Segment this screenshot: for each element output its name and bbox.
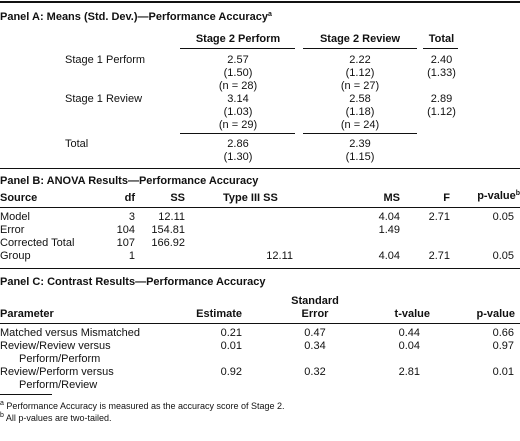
panel-c-cell-p: 0.66 (492, 327, 514, 339)
panel-b-header-type3ss: Type III SS (223, 192, 278, 204)
panel-c-header-estimate: Estimate (196, 308, 242, 320)
panel-b-cell-ms: 1.49 (378, 224, 400, 236)
panel-c-cell-parameter: Review/Review versus (0, 340, 111, 352)
panel-c-header-t: t-value (394, 308, 430, 320)
panel-c-cell-parameter: Matched versus Mismatched (0, 327, 140, 339)
panel-b-pvalue-note: b (515, 190, 520, 197)
panel-a-cell: (1.12) (427, 106, 456, 118)
panel-c-cell-se: 0.32 (304, 366, 326, 378)
panel-a-header-rule-1 (180, 48, 295, 49)
panel-c-cell-p: 0.97 (492, 340, 514, 352)
top-rule (0, 1, 520, 3)
panel-b-cell-df: 107 (116, 237, 135, 249)
panel-a-cell: (1.18) (345, 106, 375, 118)
panel-c-header-se-line2: Error (301, 308, 329, 320)
panel-c-cell-estimate: 0.92 (220, 366, 242, 378)
panel-b-cell-p: 0.05 (492, 211, 514, 223)
panel-b-cell-ss: 154.81 (151, 224, 185, 236)
panel-b-header-f: F (443, 192, 450, 204)
panel-a-total-rule-1 (180, 133, 295, 134)
panel-b-header-pvalue (450, 190, 520, 203)
footnote-b-text: All p-values are two-tailed. (5, 413, 112, 423)
panel-b-cell-f: 2.71 (428, 250, 450, 262)
panel-a-title (0, 11, 272, 24)
panel-a-total-rule-2 (303, 133, 417, 134)
panel-a-cell: (1.15) (345, 151, 375, 163)
panel-b-header-ss: SS (170, 192, 185, 204)
panel-b-header-source: Source (0, 192, 38, 204)
panel-a-cell: 2.39 (349, 138, 371, 150)
panel-b-cell-ms: 4.04 (378, 211, 400, 223)
panel-b-cell-source: Model (0, 211, 30, 223)
panel-c-cell-p: 0.01 (492, 366, 514, 378)
panel-a-row-label: Stage 1 Perform (65, 54, 146, 66)
panel-b-cell-f: 2.71 (428, 211, 450, 223)
panel-b-header-pvalue-text: p-value (477, 190, 516, 202)
panel-c-header-parameter: Parameter (0, 308, 54, 320)
panel-a-cell: 2.58 (349, 93, 371, 105)
panel-b-header-ms: MS (383, 192, 400, 204)
panel-c-cell-parameter-cont: Perform/Perform (19, 353, 101, 365)
panel-a-cell: 2.40 (430, 54, 453, 66)
panel-c-cell-se: 0.47 (304, 327, 326, 339)
panel-c-title: Panel C: Contrast Results—Performance Accuracy (0, 276, 266, 288)
panel-a-header-rule-3 (423, 48, 458, 49)
footnote-a-text: Performance Accuracy is measured as the accuracy score of Stage 2. (6, 401, 285, 411)
panel-a-header-col3: Total (428, 33, 455, 45)
panel-a-row-label: Stage 1 Review (65, 93, 143, 105)
panel-a-cell: 3.14 (227, 93, 249, 105)
panel-a-cell: (n = 24) (340, 119, 380, 131)
panel-c-header-rule (0, 323, 520, 324)
panel-a-cell: (1.03) (223, 106, 253, 118)
panel-b-header-rule (0, 207, 520, 208)
panel-b-header-df: df (124, 192, 135, 204)
panel-a-title-text: Panel A: Means (Std. Dev.)—Performance Accuracy (0, 11, 268, 23)
panel-a-cell: (n = 29) (218, 119, 258, 131)
panel-b-top-rule (0, 168, 520, 169)
panel-c-cell-t: 0.44 (398, 327, 420, 339)
panel-a-title-note: a (267, 11, 272, 18)
panel-c-cell-se: 0.34 (304, 340, 326, 352)
panel-b-cell-type3ss: 12.11 (266, 250, 293, 262)
panel-a-cell: 2.22 (349, 54, 371, 66)
panel-b-cell-ss: 166.92 (151, 237, 185, 249)
panel-b-cell-df: 3 (128, 211, 135, 223)
panel-b-cell-p: 0.05 (492, 250, 514, 262)
panel-a-header-col1: Stage 2 Perform (195, 33, 281, 45)
panel-c-header-p: p-value (476, 308, 515, 320)
panel-a-row-label: Total (65, 138, 89, 150)
panel-a-cell: 2.89 (430, 93, 453, 105)
panel-a-cell: (1.12) (345, 67, 375, 79)
panel-b-cell-df: 1 (128, 250, 135, 262)
panel-a-cell: 2.57 (227, 54, 249, 66)
panel-b-cell-ss: 12.11 (158, 211, 185, 223)
panel-a-header-rule-2 (303, 48, 417, 49)
panel-c-header-se-line1: Standard (291, 295, 339, 307)
footnote-b-mark: b (0, 412, 4, 419)
panel-a-cell: (n = 27) (340, 80, 380, 92)
panel-c-cell-t: 0.04 (398, 340, 420, 352)
panel-b-cell-df: 104 (116, 224, 135, 236)
panel-a-cell: (1.50) (223, 67, 253, 79)
panel-b-title: Panel B: ANOVA Results—Performance Accuracy (0, 175, 259, 187)
panel-a-cell: 2.86 (227, 138, 249, 150)
panel-c-cell-t: 2.81 (398, 366, 420, 378)
panel-c-cell-parameter: Review/Perform versus (0, 366, 114, 378)
footnote-a-mark: a (0, 400, 4, 407)
panel-c-cell-estimate: 0.01 (220, 340, 242, 352)
panel-c-top-rule (0, 268, 520, 269)
panel-b-cell-source: Corrected Total (0, 237, 75, 249)
panel-b-cell-source: Group (0, 250, 31, 262)
panel-a-cell: (n = 28) (218, 80, 258, 92)
panel-c-cell-parameter-cont: Perform/Review (19, 379, 98, 391)
panel-a-cell: (1.30) (223, 151, 253, 163)
panel-b-cell-ms: 4.04 (378, 250, 400, 262)
panel-a-header-col2: Stage 2 Review (319, 33, 401, 45)
footnote-rule (0, 394, 52, 395)
footnote-b (0, 412, 111, 425)
panel-b-cell-source: Error (0, 224, 25, 236)
panel-a-cell: (1.33) (427, 67, 456, 79)
panel-c-cell-estimate: 0.21 (220, 327, 242, 339)
